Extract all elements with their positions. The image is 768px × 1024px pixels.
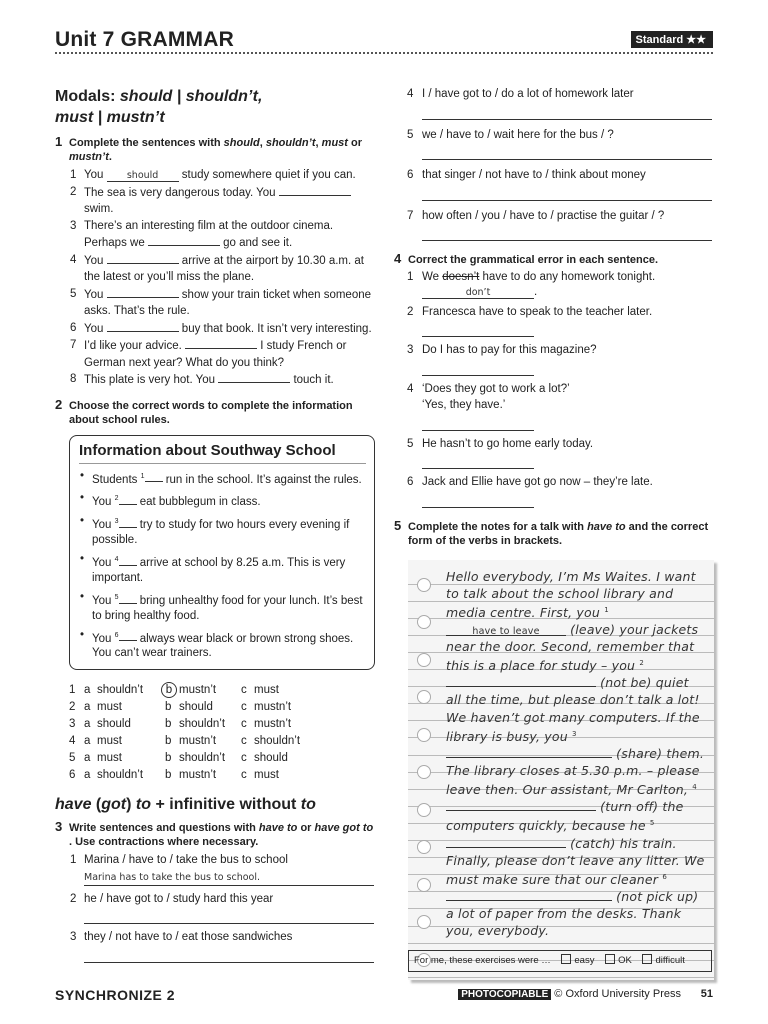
option[interactable]: should	[179, 701, 213, 714]
option[interactable]: mustn’t	[179, 735, 217, 748]
answer-line[interactable]	[422, 320, 534, 337]
answer-line[interactable]	[422, 184, 712, 201]
brand-logo: SYNCHRONIZE 2	[55, 987, 176, 1003]
answer-blank[interactable]: should	[107, 170, 179, 182]
right-column	[394, 86, 714, 980]
answer-blank[interactable]	[446, 674, 596, 687]
binder-hole-icon	[417, 578, 431, 592]
option[interactable]: must	[97, 752, 122, 765]
option-row: 5 a must b shouldn’t c should	[55, 750, 375, 767]
answer-blank[interactable]	[185, 337, 257, 349]
unit-title: Unit 7 GRAMMAR	[55, 28, 234, 51]
rule-item: • You $^2$ eat bubblegum in class.	[79, 491, 366, 510]
option-row: 4 a must b mustn’t c shouldn’t	[55, 733, 375, 750]
answer-blank[interactable]	[119, 517, 137, 528]
exercise-item: 7 I’d like your advice. I study French or German next year? What do you think?	[70, 339, 347, 369]
exercise-2-options	[55, 682, 375, 784]
binder-hole-icon	[417, 728, 431, 742]
answer-line[interactable]	[422, 224, 712, 241]
answer-blank[interactable]	[145, 471, 163, 482]
exercise-item: 4 I / have got to / do a lot of homework later	[407, 88, 634, 100]
difficult-checkbox[interactable]	[642, 954, 652, 964]
exercise-number: 1	[55, 134, 63, 149]
answer-line[interactable]	[422, 491, 534, 508]
copyright: PHOTOCOPIABLE © Oxford University Press	[458, 988, 681, 1000]
option[interactable]: shouldn’t	[254, 735, 301, 748]
answer-blank[interactable]	[119, 494, 137, 505]
exercise-number: 2	[55, 396, 63, 412]
option[interactable]: must	[97, 701, 122, 714]
exercise-item: 3 they / not have to / eat those sandwiches	[70, 931, 293, 944]
feedback-box	[408, 950, 712, 972]
difficult-label: difficult	[655, 955, 685, 966]
rule-item: • You $^5$ bring unhealthy food for your lunch. It’s best to bring healthy food.	[79, 590, 366, 624]
notebook-rule-line	[408, 977, 714, 978]
answer-blank[interactable]	[107, 286, 179, 298]
rule-item: • Students $^1$ run in the school. It’s against the rules.	[79, 469, 366, 488]
option[interactable]: must	[254, 684, 279, 697]
binder-hole-icon	[417, 878, 431, 892]
page-number: 51	[700, 988, 713, 1000]
notebook-rule-line	[408, 943, 714, 944]
exercise-item: 6 that singer / not have to / think about money	[407, 169, 646, 181]
exercise-number: 5	[394, 517, 402, 533]
easy-label: easy	[574, 955, 595, 966]
answer-line[interactable]	[422, 452, 534, 469]
rule-item: • You $^3$ try to study for two hours every evening if possible.	[79, 514, 366, 548]
option[interactable]: shouldn’t	[179, 718, 226, 731]
binder-hole-icon	[417, 653, 431, 667]
option-row: 1 a shouldn’t b mustn’t c must	[55, 682, 375, 699]
answer-line[interactable]: Marina has to take the bus to school.	[84, 869, 374, 886]
answer-line[interactable]	[422, 359, 534, 376]
exercise-item: 5 You show your train ticket when someone asks. That’s the rule.	[70, 287, 372, 317]
exercise-4-instructions: 4 Correct the grammatical error in each sentence.	[394, 251, 659, 266]
info-box-title: Information about Southway School	[79, 442, 366, 464]
exercise-item: 1 Marina / have to / take the bus to school	[70, 854, 288, 867]
level-badge: Standard ★★	[631, 31, 713, 48]
exercise-2-instructions: 2 Choose the correct words to complete the information about school rules.	[55, 396, 353, 426]
school-rules-box	[69, 435, 375, 671]
exercise-item: 4 You arrive at the airport by 10.30 a.m. at the latest or you’ll miss the plane.	[70, 253, 364, 283]
exercise-item: 2 The sea is very dangerous today. You swim.	[55, 184, 375, 218]
left-column	[55, 86, 375, 963]
struck-word: doesn’t	[442, 271, 480, 283]
answer-blank[interactable]	[446, 888, 612, 901]
exercise-item: 1 We doesn’t have to do any homework tonight.	[407, 271, 656, 283]
option[interactable]: mustn’t	[179, 684, 217, 697]
exercise-number: 4	[394, 251, 402, 266]
exercise-5-instructions: 5 Complete the notes for a talk with have to and the correct form of the verbs in brackets.	[394, 517, 709, 547]
option-row: 2 a must b should c mustn’t	[55, 699, 375, 716]
exercise-item: 7 how often / you / have to / practise the guitar / ?	[407, 209, 665, 222]
feedback-label: For me, these exercises were …	[414, 955, 551, 966]
answer-blank[interactable]	[148, 234, 220, 246]
option[interactable]: shouldn’t	[97, 684, 144, 697]
option[interactable]: should	[97, 718, 131, 731]
option[interactable]: should	[254, 752, 288, 765]
exercise-item: 4 ‘Does they got to work a lot?’ ‘Yes, they have.’	[407, 382, 570, 411]
rule-item: • You $^4$ arrive at school by 8.25 a.m. This is very important.	[79, 552, 366, 586]
answer-blank[interactable]	[279, 184, 351, 196]
option[interactable]: mustn’t	[179, 769, 217, 782]
rule-item: • You $^6$ always wear black or brown strong shoes. You can’t wear trainers.	[79, 628, 366, 662]
exercise-item: 3 There’s an interesting film at the outdoor cinema. Perhaps we go and see it.	[70, 219, 334, 249]
option[interactable]: mustn’t	[254, 718, 292, 731]
page-header	[55, 28, 713, 54]
answer-blank[interactable]	[446, 798, 596, 811]
exercise-item: 6 Jack and Ellie have got go now – they’re late.	[407, 476, 653, 488]
talk-notes-text: Hello everybody, I’m Ms Waites. I want to talk about the school library and media centre. First, you $^1$have to leave (leave) your jackets near the door. Second, remember that this is a place for study – you $^2$ (not be) quiet all the time, but please don’t talk a lot! We haven’t got many computers. If the library is busy, you $^3$ (share) them. The library closes at 5.30 p.m. – please leave then. Our assistant, Mr Carlton, $^4$ (turn off) the computers quickly, because he $^5$ (catch) his train. Finally, please don’t leave any litter. We must make sure that our cleaner $^6$ (not pick up) a lot of paper from the desks. Thank you, everybody.	[446, 568, 705, 939]
answer-row: don’t .	[422, 286, 714, 302]
exercise-1-items	[55, 167, 375, 389]
option[interactable]: shouldn’t	[179, 752, 226, 765]
binder-hole-icon	[417, 690, 431, 704]
exercise-item: 3 Do I has to pay for this magazine?	[407, 344, 597, 356]
option[interactable]: shouldn’t	[97, 769, 144, 782]
page-footer	[55, 987, 713, 1005]
section-heading-have-to: have (got) to + infinitive without to	[55, 796, 316, 814]
option-row: 3 a should b shouldn’t c mustn’t	[55, 716, 375, 733]
exercise-item: 2 he / have got to / study hard this year	[70, 892, 274, 905]
exercise-number: 3	[55, 819, 63, 835]
exercise-item: 8 This plate is very hot. You touch it.	[70, 373, 334, 386]
answer-blank[interactable]	[218, 371, 290, 383]
answer-line[interactable]	[422, 414, 534, 431]
answer-blank[interactable]	[119, 555, 137, 566]
answer-blank[interactable]: don’t	[422, 287, 534, 299]
selected-option-circle[interactable]: b	[161, 682, 177, 698]
answer-line[interactable]	[84, 946, 374, 963]
option[interactable]: must	[97, 735, 122, 748]
exercise-1-instructions: 1 Complete the sentences with should, shouldn’t, must or mustn’t.	[55, 134, 363, 163]
answer-blank[interactable]: have to leave	[446, 623, 566, 636]
answer-blank[interactable]	[119, 630, 137, 641]
exercise-item: 6 You buy that book. It isn’t very interesting.	[70, 321, 372, 335]
answer-line[interactable]	[422, 143, 712, 160]
answer-blank[interactable]	[446, 835, 566, 848]
answer-blank[interactable]	[107, 252, 179, 264]
exercise-item: 1 You should study somewhere quiet if you can.	[70, 169, 356, 181]
exercise-item: 5 He hasn’t to go home early today.	[407, 437, 594, 450]
option-row: 6 a shouldn’t b mustn’t c must	[55, 767, 375, 784]
binder-hole-icon	[417, 765, 431, 779]
ok-checkbox[interactable]	[605, 954, 615, 964]
photocopiable-badge: PHOTOCOPIABLE	[458, 989, 551, 1000]
binder-hole-icon	[417, 803, 431, 817]
notebook-notes	[408, 560, 714, 980]
binder-hole-icon	[417, 915, 431, 929]
easy-checkbox[interactable]	[561, 954, 571, 964]
binder-hole-icon	[417, 840, 431, 854]
answer-blank[interactable]	[107, 320, 179, 332]
binder-hole-icon	[417, 615, 431, 629]
ok-label: OK	[618, 955, 632, 966]
answer-line[interactable]	[422, 103, 712, 120]
option[interactable]: must	[254, 769, 279, 782]
exercise-item: 5 we / have to / wait here for the bus / ?	[407, 128, 614, 141]
section-heading-modals: Modals: should | shouldn’t, must | mustn’t	[55, 88, 263, 126]
option[interactable]: mustn’t	[254, 701, 292, 714]
answer-blank[interactable]	[119, 593, 137, 604]
answer-line[interactable]	[84, 907, 374, 924]
exercise-item: 2 Francesca have to speak to the teacher later.	[407, 305, 653, 318]
answer-blank[interactable]	[446, 745, 612, 758]
exercise-3-instructions: 3 Write sentences and questions with have to or have got to . Use contractions where necessary.	[55, 819, 374, 849]
